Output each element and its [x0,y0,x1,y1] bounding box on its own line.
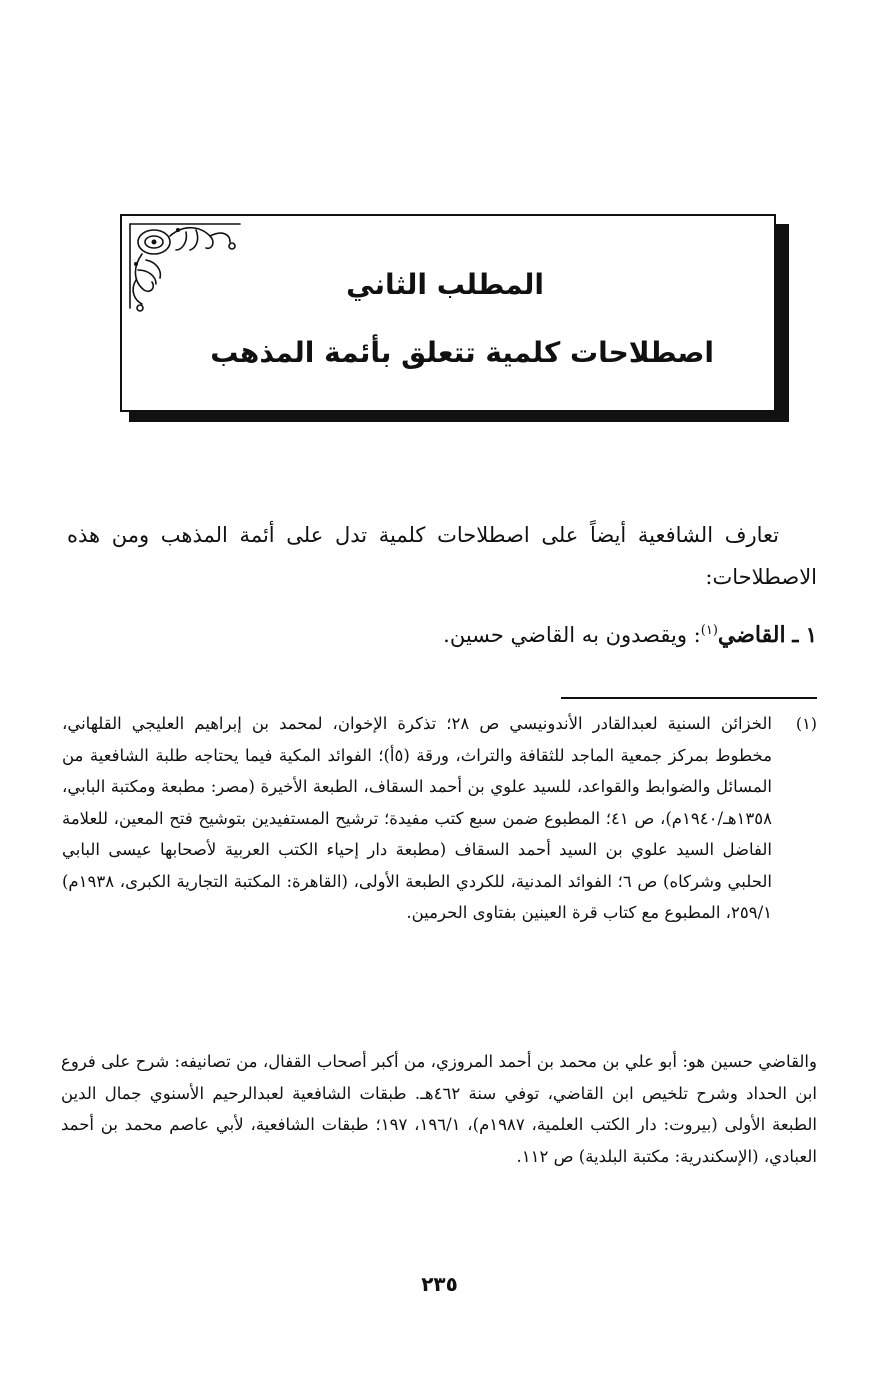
footnote-separator [561,697,817,699]
footnote-reference: (١) [700,623,718,638]
section-subtitle: اصطلاحات كلمية تتعلق بأئمة المذهب [210,336,714,369]
footnote-paragraph-2: والقاضي حسين هو: أبو علي بن محمد بن أحمد المروزي، من أكبر أصحاب القفال، من تصانيفه: شرح على فروع ابن الحداد وشرح تلخيص ابن القاضي، توفي سنة ٤٦٢هـ. طبقات الشافعية لعبدالرحيم الأسنوي جمال الدين الطبعة الأولى (بيروت: دار الكتب العلمية، ١٩٨٧م)، ١٩٦/١، ١٩٧؛ طبقات الشافعية، لأبي عاصم محمد بن أحمد العبادي، (الإسكندرية: مكتبة البلدية) ص ١١٢. [61,1052,818,1166]
footnote-marker: (١) [795,714,817,733]
page-number: ٢٣٥ [421,1272,458,1296]
term-item-term: القاضي [717,622,786,648]
term-item [443,622,817,648]
floral-ornament-icon [126,220,244,312]
title-box [120,214,776,412]
intro-paragraph: تعارف الشافعية أيضاً على اصطلاحات كلمية تدل على أئمة المذهب ومن هذه الاصطلاحات: [67,523,817,589]
term-item-number: ١ ـ [792,622,817,647]
term-item-text: : ويقصدون به القاضي حسين. [443,623,701,647]
footnote-paragraph-1: الخزائن السنية لعبدالقادر الأندونيسي ص ٢٨؛ تذكرة الإخوان، لمحمد بن إبراهيم العليجي القلهاني، مخطوط بمركز جمعية الماجد للثقافة والتراث، ورقة (٥أ)؛ الفوائد المكية فيما يحتاجه طلبة الشافعية من المسائل والضوابط والقواعد، للسيد علوي بن أحمد السقاف، الطبعة الأخيرة (مصر: مطبعة ومكتبة البابي، ١٣٥٨هـ/١٩٤٠م)، ص ٤١؛ المطبوع ضمن سبع كتب مفيدة؛ ترشيح المستفيدين بتوشيح فتح المعين، للعلامة الفاضل السيد علوي بن السيد أحمد السقاف (مطبعة دار إحياء الكتب العربية لأصحابها عيسى البابي الحلبي وشركاه) ص ٦؛ الفوائد المدنية، للكردي الطبعة الأولى، (القاهرة: المكتبة التجارية الكبرى، ١٩٣٨م) ٢٥٩/١، المطبوع مع كتاب قرة العينين بفتاوى الحرمين. [62,714,772,922]
section-title: المطلب الثاني [346,268,544,301]
